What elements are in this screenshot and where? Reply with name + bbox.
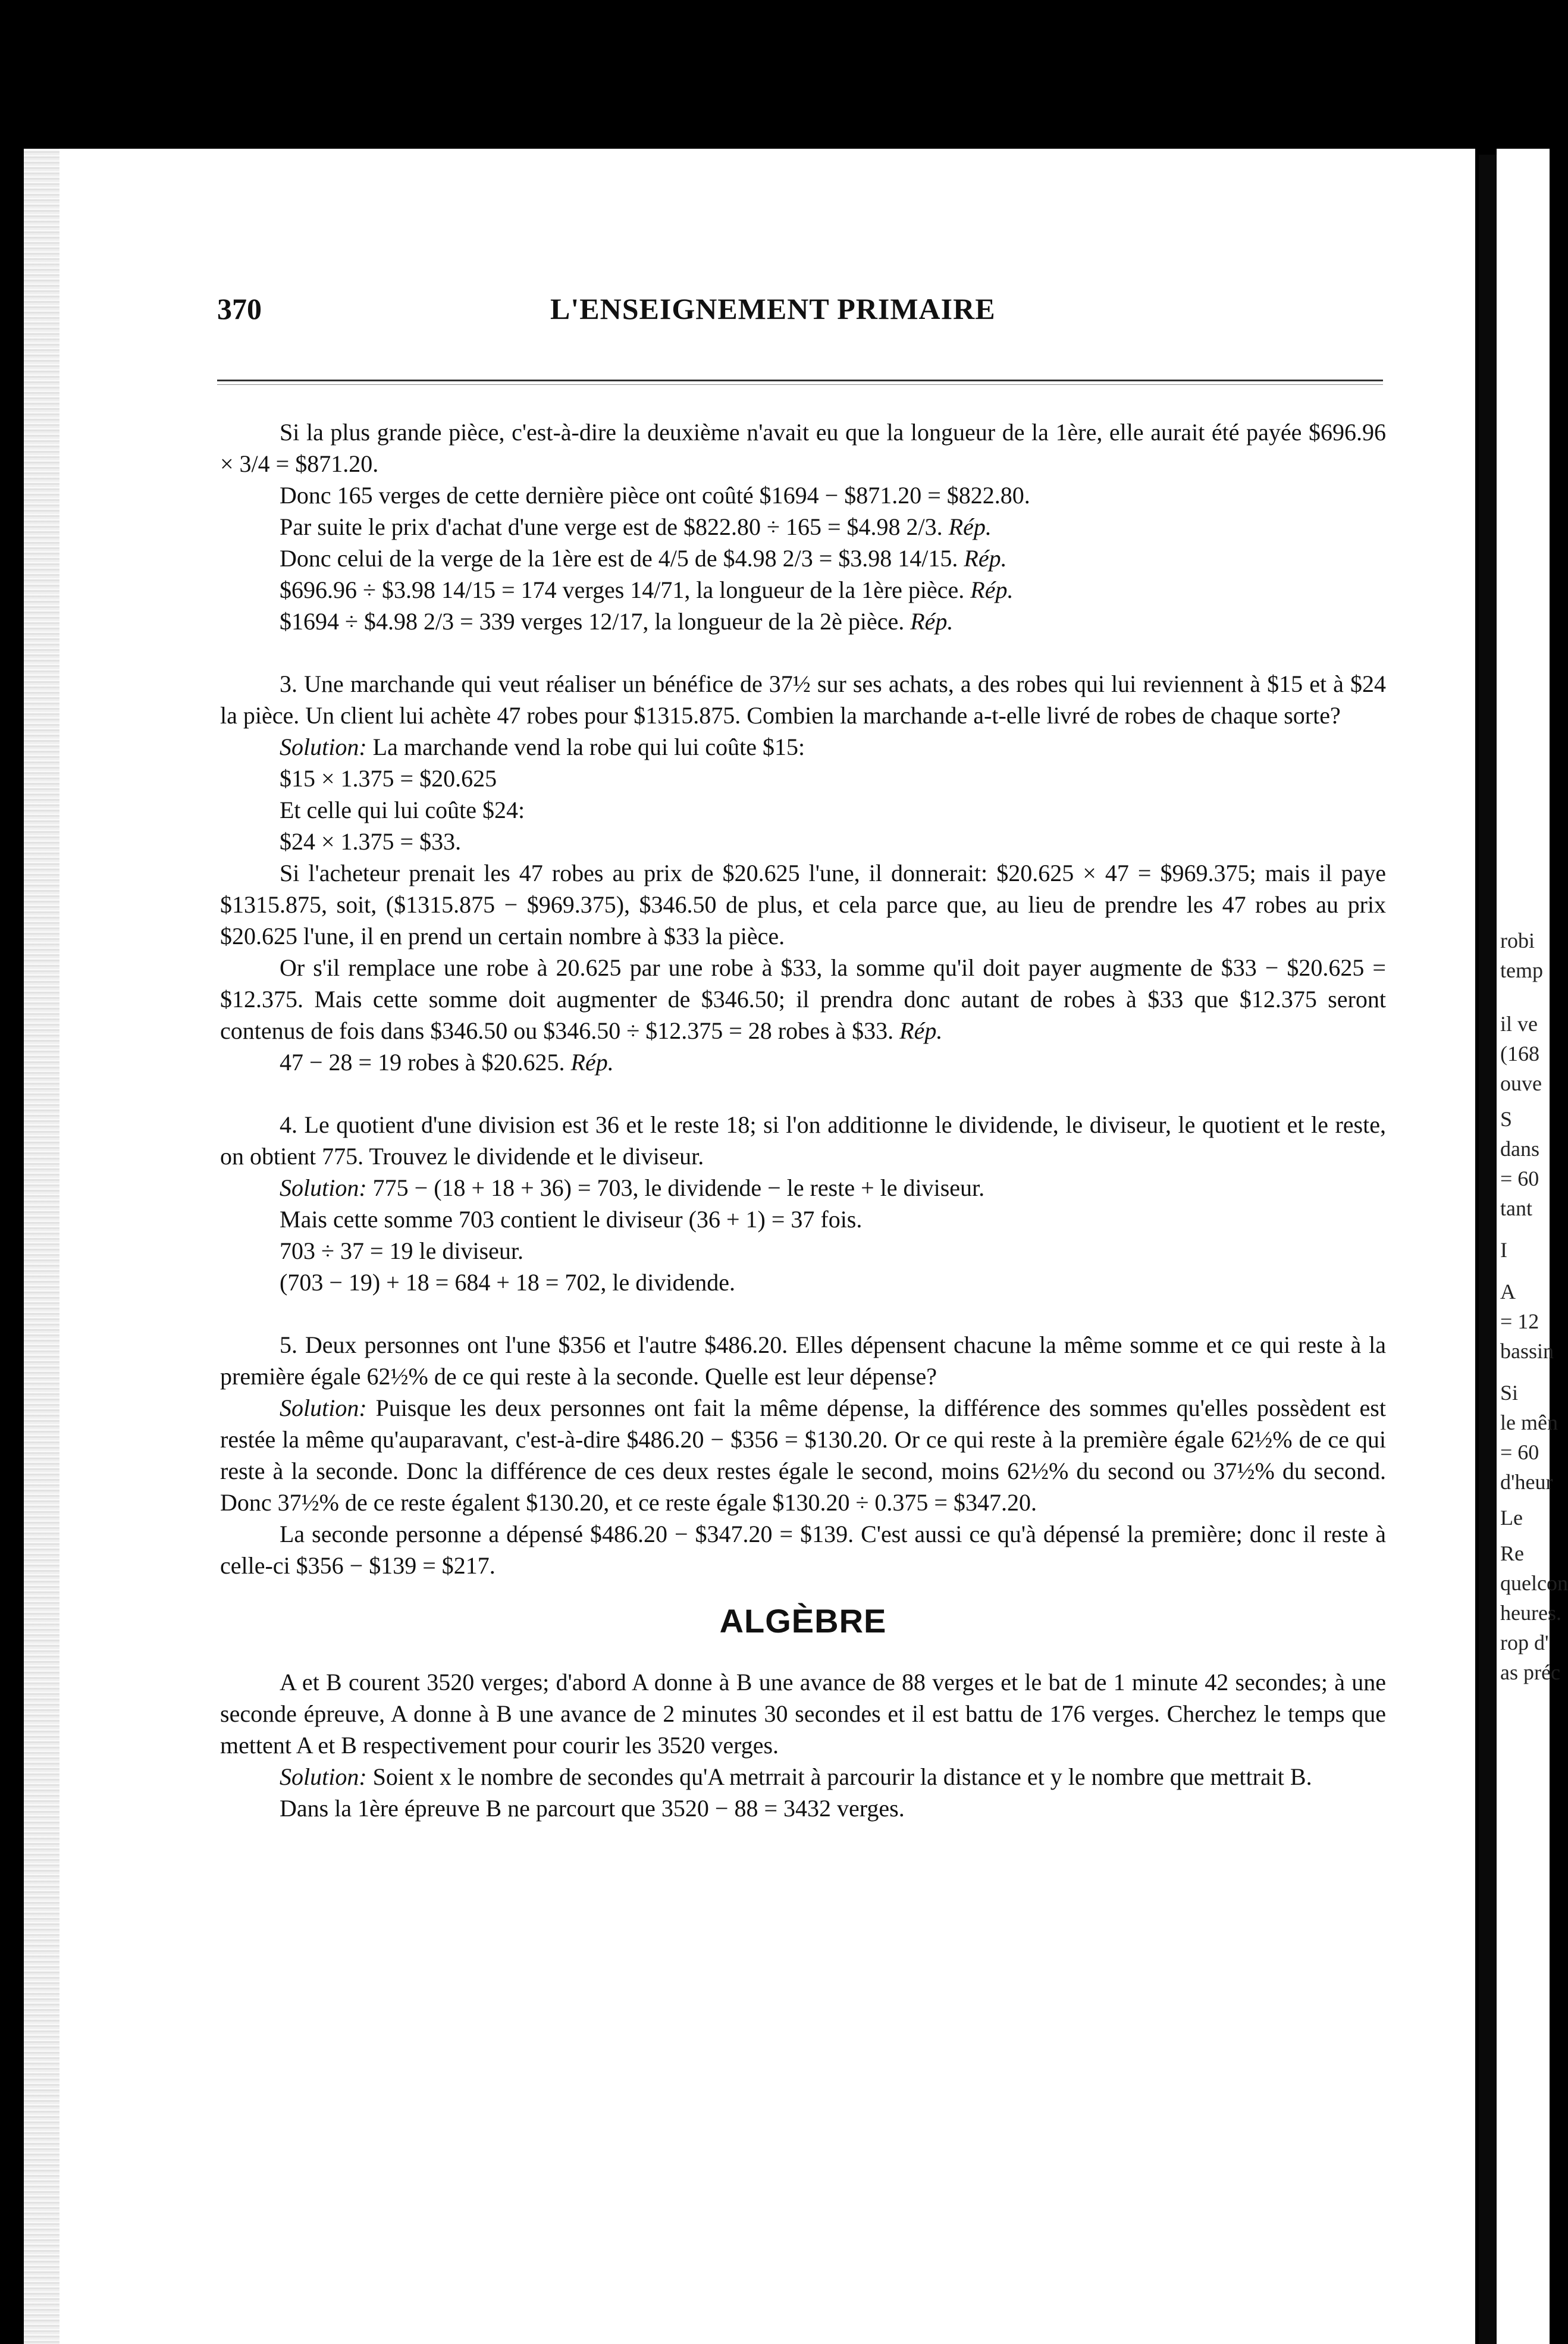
facing-page-text-fragment: = 60 [1500,1440,1539,1464]
facing-page-text-fragment: tant [1500,1196,1532,1220]
facing-page-fragment [1497,149,1568,2344]
text-line: $1694 ÷ $4.98 2/3 = 339 verges 12/17, la longueur de la 2è pièce. Rép. [280,608,954,635]
page-edge-shading [24,149,59,2344]
text-line: Donc 165 verges de cette dernière pièce ont coûté $1694 − $871.20 = $822.80. [280,482,1030,509]
page-body [220,416,1386,1824]
paragraph: Si l'acheteur prenait les 47 robes au prix de $20.625 l'une, il donnerait: $20.625 × 47 = $969.375; mais il paye $1315.875, soit, ($1315.875 − $969.375), $346.50 de plus, et cela parce que, au lieu de prendre les 47 robes au prix $20.625 l'une, il en prend un certain nombre à $33 la pièce. [220,860,1386,949]
text-line: Dans la 1ère épreuve B ne parcourt que 3520 − 88 = 3432 verges. [280,1795,905,1822]
facing-page-text-fragment: Re [1500,1541,1524,1565]
paragraph-gap [220,1298,1386,1329]
facing-page-text-fragment: Si [1500,1381,1519,1405]
facing-page-text-fragment: (168 [1500,1042,1539,1066]
facing-page-text-fragment: temp [1500,958,1543,982]
facing-page-text-fragment: d'heur [1500,1470,1553,1494]
facing-page-text-fragment: I [1500,1238,1507,1262]
facing-page-text-fragment: robi [1500,929,1535,952]
text-line: Par suite le prix d'achat d'une verge est de $822.80 ÷ 165 = $4.98 2/3. Rép. [280,513,992,540]
paragraph: 3. Une marchande qui veut réaliser un bénéfice de 37½ sur ses achats, a des robes qui lui reviennent à $15 et à $24 la pièce. Un client lui achète 47 robes pour $1315.875. Combien la marchande a-t-elle livré de robes de chaque sorte? [220,670,1386,729]
header-rule-thin [217,384,1383,385]
paragraph-gap [220,1078,1386,1109]
facing-page-text-fragment: as préc [1500,1660,1560,1684]
facing-page-text-fragment: heures. [1500,1601,1561,1625]
text-line: Et celle qui lui coûte $24: [280,797,525,823]
text-line: $696.96 ÷ $3.98 14/15 = 174 verges 14/71, la longueur de la 1ère pièce. Rép. [280,576,1014,603]
header-rule [217,380,1383,381]
facing-page-text-fragment: = 60 [1500,1167,1539,1190]
paragraph: Or s'il remplace une robe à 20.625 par une robe à $33, la somme qu'il doit payer augmente de $33 − $20.625 = $12.375. Mais cette somme doit augmenter de $346.50; il prendra donc autant de robes à $33 que $12.375 seront contenus de fois dans $346.50 ou $346.50 ÷ $12.375 = 28 robes à $33. Rép. [220,954,1386,1044]
text-line: Mais cette somme 703 contient le diviseur (36 + 1) = 37 fois. [280,1206,863,1233]
text-line: $24 × 1.375 = $33. [280,828,462,855]
facing-page-text-fragment: quelcon [1500,1571,1568,1595]
paragraph: Solution: Soient x le nombre de secondes qu'A metrrait à parcourir la distance et y le nombre que mettrait B. [280,1763,1312,1790]
text-line: (703 − 19) + 18 = 684 + 18 = 702, le dividende. [280,1269,736,1296]
paragraph: Si la plus grande pièce, c'est-à-dire la deuxième n'avait eu que la longueur de la 1ère, elle aurait été payée $696.96 × 3/4 = $871.20. [220,419,1386,477]
paragraph: A et B courent 3520 verges; d'abord A donne à B une avance de 88 verges et le bat de 1 minute 42 secondes; à une seconde épreuve, A donne à B une avance de 2 minutes 30 secondes et il est battu de 176 verges. Cherchez le temps que mettent A et B respectivement pour courir les 3520 verges. [220,1669,1386,1759]
facing-page-text-fragment: A [1500,1280,1516,1303]
book-gutter [1479,155,1497,2344]
section-title: ALGÈBRE [719,1602,887,1640]
text-line: Solution: 775 − (18 + 18 + 36) = 703, le dividende − le reste + le diviseur. [280,1174,985,1201]
text-line: 47 − 28 = 19 robes à $20.625. Rép. [280,1049,614,1076]
running-title: L'ENSEIGNEMENT PRIMAIRE [550,292,996,325]
facing-page-text-fragment: dans [1500,1137,1539,1161]
facing-page-text-fragment: il ve [1500,1012,1538,1036]
paragraph-gap [220,637,1386,668]
facing-page-text-fragment: S [1500,1107,1513,1131]
facing-page-text-fragment: rop d' [1500,1631,1549,1654]
paragraph: 4. Le quotient d'une division est 36 et le reste 18; si l'on additionne le dividende, le diviseur, le quotient et le reste, on obtient 775. Trouvez le dividende et le diviseur. [220,1111,1386,1170]
facing-page-text-fragment: le mên [1500,1411,1558,1434]
paragraph: 5. Deux personnes ont l'une $356 et l'autre $486.20. Elles dépensent chacune la même somme et ce qui reste à la première égale 62½% de ce qui reste à la seconde. Quelle est leur dépense? [220,1331,1386,1390]
paragraph: La seconde personne a dépensé $486.20 − $347.20 = $139. C'est aussi ce qu'à dépensé la première; donc il reste à celle-ci $356 − $139 = $217. [220,1521,1386,1579]
text-line: Solution: La marchande vend la robe qui lui coûte $15: [280,734,805,760]
facing-page-text-fragment: = 12 [1500,1309,1539,1333]
text-line: Donc celui de la verge de la 1ère est de 4/5 de $4.98 2/3 = $3.98 14/15. Rép. [280,545,1007,572]
page-header [217,292,1383,327]
text-line: 703 ÷ 37 = 19 le diviseur. [280,1237,524,1264]
paragraph: Solution: Puisque les deux personnes ont fait la même dépense, la différence des sommes qu'elles possèdent est restée la même qu'auparavant, c'est-à-dire $486.20 − $356 = $130.20. Or ce qui reste à la première égale 62½% de ce qui reste à la seconde. Donc la différence de ces deux restes égale le second, moins 62½% du second ou 37½% du second. Donc 37½% de ce reste égalent $130.20, et ce reste égale $130.20 ÷ 0.375 = $347.20. [220,1395,1386,1516]
text-line: $15 × 1.375 = $20.625 [280,765,497,792]
facing-page-text-fragment: ouve [1500,1071,1542,1095]
page-number: 370 [217,292,262,325]
facing-page-text-fragment: bassin [1500,1339,1554,1363]
facing-page-text-fragment: Le [1500,1506,1523,1530]
